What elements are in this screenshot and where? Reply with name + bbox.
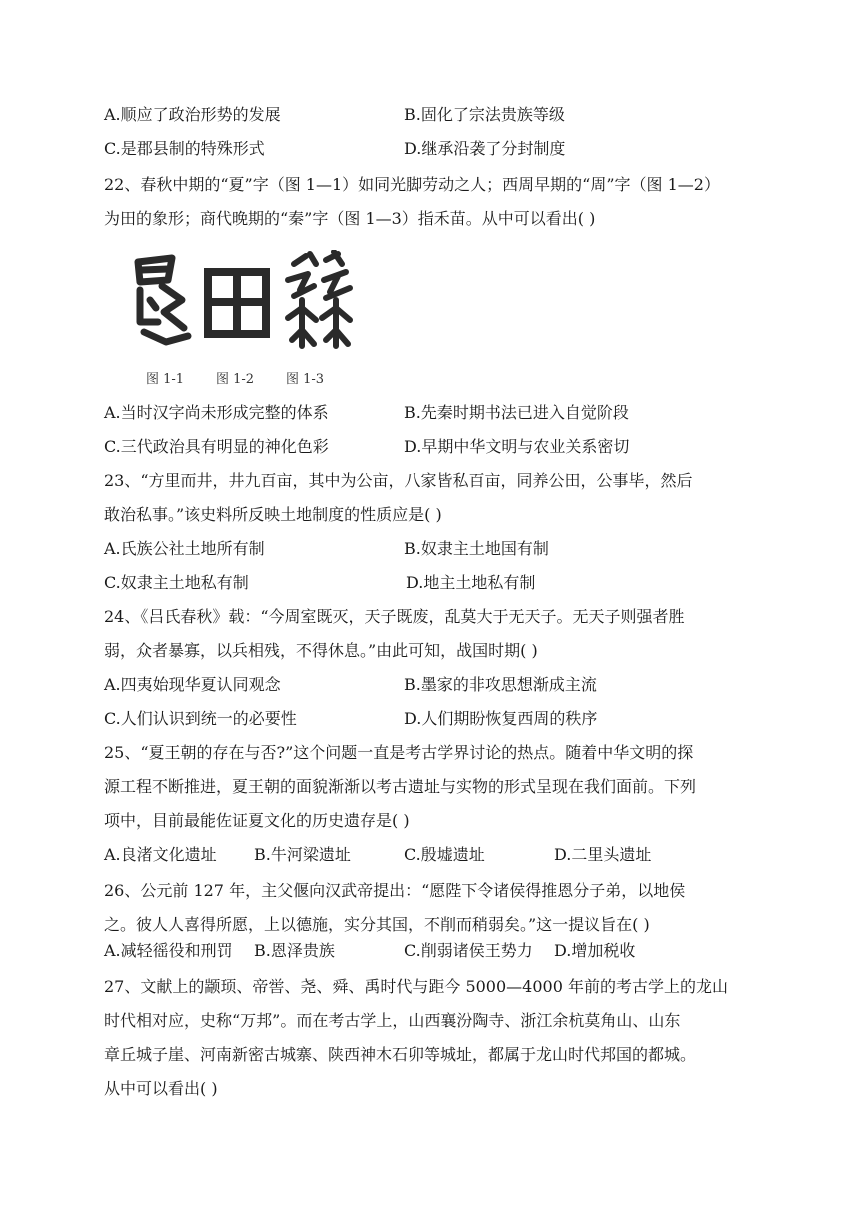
q25-stem-line3: 项中，目前最能佐证夏文化的历史遗存是( ) xyxy=(104,811,410,830)
xia-glyph-image xyxy=(128,250,198,350)
q23-stem-line1: 23、“方里而井，井九百亩，其中为公亩，八家皆私百亩，同养公田，公事毕，然后 xyxy=(104,471,693,490)
q24-option-c: C.人们认识到统一的必要性 xyxy=(104,709,297,728)
q23-option-d: D.地主土地私有制 xyxy=(406,573,536,592)
q27-stem-line2: 时代相对应，史称“万邦”。而在考古学上，山西襄汾陶寺、浙江余杭莫角山、山东 xyxy=(104,1011,681,1030)
q25-option-b: B.牛河梁遗址 xyxy=(254,845,351,864)
q22-option-c: C.三代政治具有明显的神化色彩 xyxy=(104,437,329,456)
q25-option-a: A.良渚文化遗址 xyxy=(104,845,217,864)
q25-stem-line1: 25、“夏王朝的存在与否?”这个问题一直是考古学界讨论的热点。随着中华文明的探 xyxy=(104,743,694,762)
qin-glyph-image xyxy=(280,250,360,360)
figure-caption-3: 图 1-3 xyxy=(286,372,325,387)
q24-option-d: D.人们期盼恢复西周的秩序 xyxy=(404,709,598,728)
q21-option-a: A.顺应了政治形势的发展 xyxy=(104,105,281,124)
q21-option-d: D.继承沿袭了分封制度 xyxy=(404,139,566,158)
q25-option-d: D.二里头遗址 xyxy=(554,845,652,864)
q25-option-c: C.殷墟遗址 xyxy=(404,845,485,864)
q27-stem-line3: 章丘城子崖、河南新密古城寨、陕西神木石卯等城址，都属于龙山时代邦国的都城。 xyxy=(104,1045,697,1064)
q23-option-a: A.氏族公社土地所有制 xyxy=(104,539,265,558)
q26-option-c: C.削弱诸侯王势力 xyxy=(404,941,533,960)
figure-caption-2: 图 1-2 xyxy=(216,372,255,387)
q23-option-c: C.奴隶主土地私有制 xyxy=(104,573,249,592)
q25-stem-line2: 源工程不断推进，夏王朝的面貌渐渐以考古遗址与实物的形式呈现在我们面前。下列 xyxy=(104,777,697,796)
q22-option-a: A.当时汉字尚未形成完整的体系 xyxy=(104,403,329,422)
q24-option-b: B.墨家的非攻思想渐成主流 xyxy=(404,675,597,694)
q22-option-d: D.早期中华文明与农业关系密切 xyxy=(404,437,630,456)
figure-caption-1: 图 1-1 xyxy=(146,372,185,387)
q24-stem-line2: 弱，众者暴寡，以兵相残，不得休息。”由此可知，战国时期( ) xyxy=(104,641,538,660)
q21-option-b: B.固化了宗法贵族等级 xyxy=(404,105,565,124)
q23-option-b: B.奴隶主土地国有制 xyxy=(404,539,549,558)
q26-stem-line1: 26、公元前 127 年，主父偃向汉武帝提出：“愿陛下令诸侯得推恩分子弟，以地侯 xyxy=(104,881,686,900)
q22-stem-line2: 为田的象形；商代晚期的“秦”字（图 1—3）指禾苗。从中可以看出( ) xyxy=(104,209,596,228)
q22-figure xyxy=(120,250,360,390)
q27-stem-line4: 从中可以看出( ) xyxy=(104,1079,218,1098)
q21-option-c: C.是郡县制的特殊形式 xyxy=(104,139,265,158)
zhou-glyph-image xyxy=(202,250,272,350)
q26-option-b: B.恩泽贵族 xyxy=(254,941,335,960)
q27-stem-line1: 27、文献上的颛顼、帝喾、尧、舜、禹时代与距今 5000—4000 年前的考古学上的龙山 xyxy=(104,977,728,996)
q26-option-d: D.增加税收 xyxy=(554,941,636,960)
q24-option-a: A.四夷始现华夏认同观念 xyxy=(104,675,281,694)
q22-stem-line1: 22、春秋中期的“夏”字（图 1—1）如同光脚劳动之人；西周早期的“周”字（图 1—2） xyxy=(104,175,720,194)
q22-option-b: B.先秦时期书法已进入自觉阶段 xyxy=(404,403,629,422)
q24-stem-line1: 24、《吕氏春秋》载：“今周室既灭，天子既废，乱莫大于无天子。无天子则强者胜 xyxy=(104,607,685,626)
q26-stem-line2: 之。彼人人喜得所愿，上以德施，实分其国，不削而稍弱矣。”这一提议旨在( ) xyxy=(104,915,650,934)
q23-stem-line2: 敢治私事。”该史料所反映土地制度的性质应是( ) xyxy=(104,505,442,524)
q26-option-a: A.减轻徭役和刑罚 xyxy=(104,941,233,960)
